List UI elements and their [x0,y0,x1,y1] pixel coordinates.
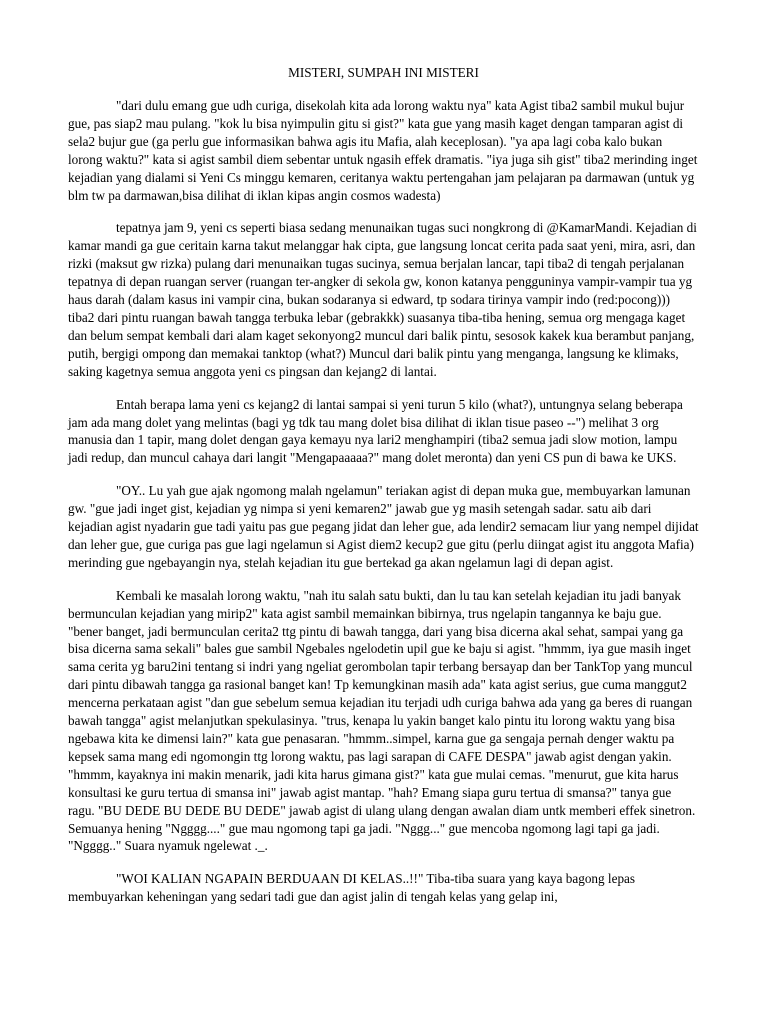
paragraph: "WOI KALIAN NGAPAIN BERDUAAN DI KELAS..!!" Tiba-tiba suara yang kaya bagong lepas membuyarkan keheningan yang sedari tadi gue dan agist jalin di tengah kelas yang gelap ini, [68,871,636,905]
paragraph: Kembali ke masalah lorong waktu, "nah itu salah satu bukti, dan lu tau kan setelah kejadian itu jadi banyak bermunculan kejadian yang mirip2" kata agist sambil memainkan bibirnya, trus ngelapin tangannya ke baju gue. "bener banget, jadi bermunculan cerita2 ttg pintu di bawah tangga, dari yang bisa dicerna akal sehat, sampai yang ga bisa dicerna sama sekali" bales gue sambil Ngebales ngelodetin upil gue ke baju si agist. "hmmm, iya gue masih inget sama cerita yg baru2ini tentang si indri yang ngeliat gerombolan tapir terbang bersayap dan ber TankTop yang muncul dari pintu dibawah tangga ga rasional banget kan! Tp kemungkinan masih ada" kata agist serius, gue cuma manggut2 mencerna perkataan agist "dan gue sebelum semua kejadian itu terjadi udh curiga bahwa ada yang ga beres di ruangan bawah tangga" agist melanjutkan spekulasinya. "trus, kenapa lu yakin banget kalo pintu itu lorong waktu yang bisa ngebawa kita ke dimensi lain?" kata gue penasaran. "hmmm..simpel, karna gue ga sengaja pernah denger waktu pa kepsek sama mang edi ngomongin ttg lorong waktu, pas lagi sarapan di CAFE DESPA" jawab agist dengan yakin. "hmmm, kayaknya ini makin menarik, jadi kita harus gimana gist?" kata gue mulai cemas. "menurut, gue kita harus konsultasi ke guru tertua di smansa ini" jawab agist mantap. "hah? Emang siapa guru tertua di smansa?" tanya gue ragu. "BU DEDE BU DEDE BU DEDE" jawab agist di ulang ulang dengan awalan diam untk memberi effek sinetron. Semuanya hening "Ngggg...." gue mau ngomong tapi ga jadi. "Nggg..." gue mencoba ngomong lagi tapi ga jadi. "Ngggg.." Suara nyamuk ngelewat ._. [68,587,696,854]
document-body [68,97,699,921]
document-title: MISTERI, SUMPAH INI MISTERI [288,65,479,80]
paragraph: Entah berapa lama yeni cs kejang2 di lantai sampai si yeni turun 5 kilo (what?), untungnya selang beberapa jam ada mang dolet yang melintas (bagi yg tdk tau mang dolet bisa dilihat di iklan tisue paseo --") melihat 3 org manusia dan 1 tapir, mang dolet dengan gaya kemayu nya lari2 menghampiri (tiba2 semua jadi slow motion, lampu jadi redup, dan muncul cahaya dari langit "Mengapaaaaa?" mang dolet meronta) dan yeni CS pun di bawa ke UKS. [68,396,683,466]
paragraph: "OY.. Lu yah gue ajak ngomong malah ngelamun" teriakan agist di depan muka gue, membuyarkan lamunan gw. "gue jadi inget gist, kejadian yg nimpa si yeni kemaren2" jawab gue yg masih setengah sadar. satu aib dari kejadian agist nyadarin gue tadi yaitu pas gue pegang jidat dan leher gue, ada lendir2 semacam liur yang nempel dijidat dan leher gue, gue curiga pas gue lagi ngelamun si Agist diem2 kecup2 gue gitu (perlu diingat agist itu anggota Mafia) merinding gue ngebayangin nya, stelah kejadian itu gue bertekad ga akan ngelamun lagi di depan agist. [68,483,699,570]
paragraph: "dari dulu emang gue udh curiga, disekolah kita ada lorong waktu nya" kata Agist tiba2 sambil mukul bujur gue, pas siap2 mau pulang. "kok lu bisa nyimpulin gitu si gist?" kata gue yang masih kaget dengan tamparan agist di sela2 bujur gue (ga perlu gue informasikan bahwa agis itu Mafia, alah keceplosan). "ya apa lagi coba kalo bukan lorong waktu?" kata si agist sambil diem sebentar untuk ngasih effek dramatis. "iya juga sih gist" tiba2 merinding inget kejadian yang dialami si Yeni Cs minggu kemaren, ceritanya waktu pertengahan jam pelajaran pa darmawan (untuk yg blm tw pa darmawan,bisa dilihat di iklan kipas angin cosmos wadesta) [68,98,698,203]
paragraph: tepatnya jam 9, yeni cs seperti biasa sedang menunaikan tugas suci nongkrong di @KamarMandi. Kejadian di kamar mandi ga gue ceritain karna takut melanggar hak cipta, gue langsung loncat cerita pada saat yeni, mira, asri, dan rizki (maksut gw rizka) pulang dari menunaikan tugas sucinya, semua berjalan lancar, tapi tiba2 di tengah perjalanan tepatnya di depan ruangan server (ruangan ter-angker di sekola gw, konon katanya pengguninya vampir-vampir tua yg haus darah (dalam kasus ini vampir cina, bukan sodaranya si edward, tp sodara tirinya vampir indo (red:pocong))) tiba2 dari pintu ruangan bawah tangga terbuka lebar (gebrakkk) suasanya tiba-tiba hening, semua org mengaga kaget dan belum sempat kembali dari alam kaget sekonyong2 muncul dari balik pintu, sesosok kakek kua berambut panjang, putih, bergigi ompong dan memakai tanktop (what?) Muncul dari balik pintu yang menganga, langsung ke klimaks, saking kagetnya semua anggota yeni cs pingsan dan kejang2 di lantai. [68,220,697,379]
